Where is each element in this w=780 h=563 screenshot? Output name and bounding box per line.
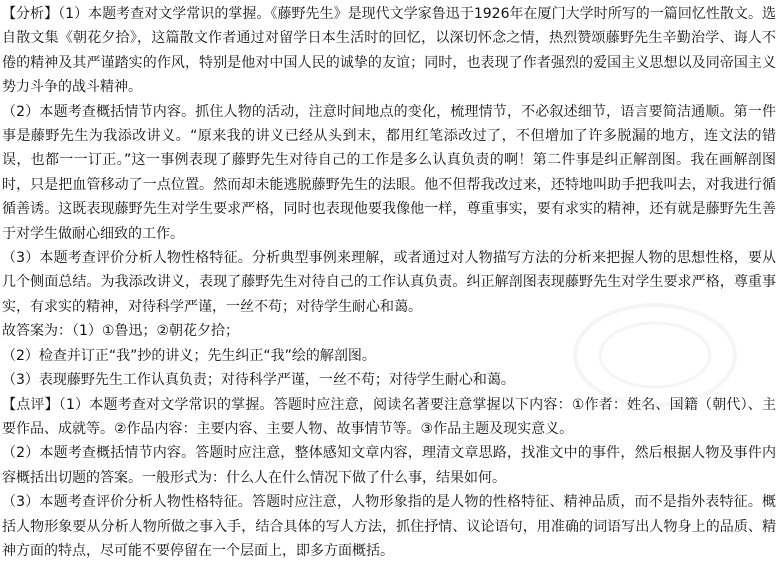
- answer-line-2: （2）检查并订正“我”抄的讲义；先生纠正“我”绘的解剖图。: [2, 347, 376, 364]
- analysis-paragraph-2: （2）本题考查概括情节内容。抓住人物的活动，注意时间地点的变化，梳理情节，不必叙述细节，语言要简洁通顺。第一件事是藤野先生为我添改讲义。“原来我的讲义已经从头到末，都用红笔添改过了，不但增加了许多脱漏的地方，连文法的错误，也都一一订正。”这一事例表现了藤野先生对待自己的工作是多么认真负责的啊！第二件事是纠正解剖图。我在画解剖图时，只是把血管移动了一点位置。然而却未能逃脱藤野先生的法眼。他不但帮我改过来，还特地叫助手把我叫去，对我进行循循善诱。这既表现藤野先生对学生要求严格，同时也表现他要我像他一样，尊重事实，要有求实的精神，还有就是藤野先生善于对学生做耐心细致的工作。: [2, 103, 776, 242]
- answer-line-3: （3）表现藤野先生工作认真负责；对待科学严谨，一丝不苟；对待学生耐心和蔼。: [2, 372, 515, 389]
- comment-paragraph-1: 【点评】（1）本题考查对文学常识的掌握。答题时应注意，阅读名著要注意掌握以下内容：①作者：姓名、国籍（朝代）、主要作品、成就等。②作品内容：主要内容、主要人物、故事情节等。③作品主题及现实意义。: [2, 396, 776, 437]
- analysis-paragraph-3: （3）本题考查评价分析人物性格特征。分析典型事例来理解，或者通过对人物描写方法的分析来把握人物的思想性格，要从几个侧面总结。为我添改讲义，表现了藤野先生对待自己的工作认真负责。纠正解剖图表现藤野先生对学生要求严格，尊重事实，有求实的精神，对待科学严谨，一丝不苟；对待学生耐心和蔼。: [2, 250, 776, 315]
- answer-line-1: 故答案为：（1）①鲁迅；②朝花夕拾；: [2, 323, 240, 340]
- comment-paragraph-2: （2）本题考查概括情节内容。答题时应注意，整体感知文章内容，理清文章思路，找准文中的事件，然后根据人物及事件内容概括出切题的答案。一般形式为：什么人在什么情况下做了什么事，结果如何。: [2, 445, 776, 486]
- comment-paragraph-3: （3）本题考查评价分析人物性格特征。答题时应注意，人物形象指的是人物的性格特征、精神品质，而不是指外表特征。概括人物形象要从分析人物所做之事入手，结合具体的写人方法，抓住抒情、议论语句，用准确的词语写出人物身上的品质、精神方面的特点，尽可能不要停留在一个层面上，即多方面概括。: [2, 494, 776, 559]
- analysis-paragraph-1: 【分析】（1）本题考查对文学常识的掌握。《藤野先生》是现代文学家鲁迅于1926年在厦门大学时所写的一篇回忆性散文。选自散文集《朝花夕拾》，这篇散文作者通过对留学日本生活时的回忆，以深切怀念之情，热烈赞颂藤野先生辛勤治学、诲人不倦的精神及其严谨踏实的作风，特别是他对中国人民的诚挚的友谊；同时，也表现了作者强烈的爱国主义思想以及同帝国主义势力斗争的战斗精神。: [2, 6, 776, 96]
- watermark-graphic: [570, 300, 740, 410]
